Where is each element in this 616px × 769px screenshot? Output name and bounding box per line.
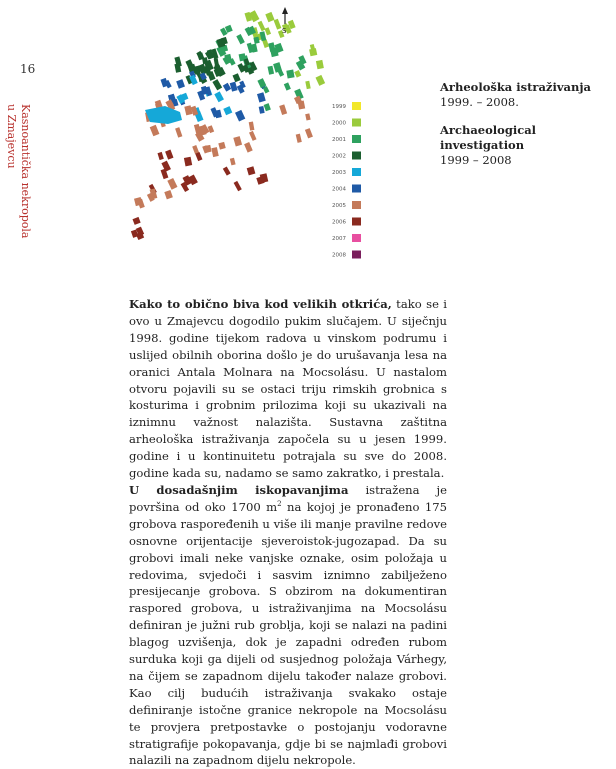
paragraph-2-text-a: istražena je površina od oko 1700 m — [129, 482, 447, 514]
grave-marker — [233, 136, 242, 146]
grave-marker — [265, 27, 272, 35]
caption-title-hr: Arheološka istraživanja — [440, 80, 591, 94]
grave-marker — [264, 103, 271, 111]
legend-year-label: 2005 — [332, 203, 346, 209]
legend-swatch — [352, 234, 361, 242]
legend-swatch — [352, 185, 361, 193]
grave-marker — [218, 142, 225, 150]
grave-marker — [305, 113, 310, 120]
grave-marker — [316, 75, 326, 86]
grave-marker — [158, 152, 164, 160]
grave-marker — [223, 166, 231, 175]
cellar-area — [145, 106, 182, 124]
legend-year-label: 2002 — [332, 153, 346, 160]
grave-marker — [298, 101, 306, 110]
figure-caption — [440, 80, 616, 181]
grave-marker — [184, 105, 192, 115]
legend-year-label: 2003 — [332, 170, 346, 176]
grave-marker — [223, 83, 231, 92]
map-legend — [332, 102, 361, 259]
grave-marker — [244, 142, 253, 153]
legend-swatch — [352, 168, 361, 176]
grave-marker — [309, 48, 317, 56]
paragraph-1 — [129, 296, 447, 482]
grave-marker — [305, 81, 310, 89]
grave-marker — [167, 178, 177, 190]
grave-marker — [164, 190, 173, 199]
grave-marker — [258, 21, 266, 32]
grave-marker — [223, 106, 232, 115]
paragraph-1-lead: Kako to obično biva kod velikih otkrića, — [129, 297, 392, 311]
legend-swatch — [352, 102, 361, 110]
grave-markers — [131, 10, 325, 240]
grave-marker — [257, 92, 266, 102]
grave-marker — [265, 12, 274, 22]
grave-marker — [235, 110, 245, 122]
grave-marker — [175, 127, 182, 138]
grave-marker — [274, 19, 282, 30]
grave-marker — [133, 217, 141, 225]
grave-marker — [230, 82, 238, 92]
grave-marker — [294, 70, 301, 78]
superscript-2: 2 — [277, 500, 282, 509]
grave-marker — [195, 152, 202, 161]
grave-marker — [284, 82, 291, 90]
legend-swatch — [352, 135, 361, 143]
grave-marker — [165, 150, 173, 160]
north-label: S — [282, 27, 287, 35]
grave-marker — [230, 158, 236, 166]
legend-swatch — [352, 201, 361, 209]
body-text — [129, 296, 447, 769]
caption-years-hr: 1999. – 2008. — [440, 95, 519, 109]
paragraph-2 — [129, 482, 447, 769]
running-title — [4, 104, 44, 344]
caption-title-en: Archaeological investigation — [440, 123, 537, 152]
grave-marker — [212, 79, 222, 90]
paragraph-1-text: tako se i ovo u Zmajevcu dogodilo pukim slučajem. U siječnju 1998. godine tijekom radova u vinskom podrumu i uslijed obilnih oborina došlo je do urušavanja lesa na oranici Antala Molnara na Mocsolásu. U nastalom otvoru pojavili su se ostaci triju rimskih grobnica s kosturima i grobnim prilozima koji su ukazivali na iznimnu važnost nalazišta. Sustavna zaštitna arheološka istraživanja započela su u jesen 1999. godine i u kontinuitetu potrajala su sve do 2008. godine kada su, nadamo se samo zakratko, i prestala. — [129, 297, 447, 481]
grave-marker — [305, 128, 313, 138]
grave-marker — [316, 60, 324, 69]
excavation-site-plan — [120, 2, 370, 259]
paragraph-2-text-b: na kojoj je pronađeno 175 grobova raspoređenih u više ili manje pravilne redove osnovne orijentacije sjeveroistok-jugozapad. Da su grobovi imali neke vanjske oznake, osim položaja u redovima, svjedoči i sasvim iznimno zabilježeno presijecanje grobova. S obzirom na dokumentiran raspored grobova, u istraživanjima na Mocsolásu definiran je južni rub groblja, koji se nalazi na padini blagog uzvišenja, dok je zapadni određen rubom surduka koji ga dijeli od susjednog položaja Várhegy, na čijem se zapadnom dijelu također nalaze grobovi. Kao cilj budućih istraživanja svakako ostaje definiranje istočne granice nekropole na Mocsolásu te provjera pretpostavke o postojanju vodoravne stratigrafije pokopavanja, gdje bi se najmlađi grobovi nalazili na zapadnom dijelu nekropole. — [129, 499, 447, 768]
legend-year-label: 2001 — [332, 137, 346, 143]
legend-year-label: 2007 — [332, 236, 346, 242]
grave-marker — [247, 166, 256, 175]
legend-swatch — [352, 152, 361, 160]
grave-marker — [214, 91, 224, 102]
grave-marker — [233, 73, 241, 82]
grave-marker — [259, 106, 265, 114]
legend-year-label: 2008 — [332, 252, 346, 259]
grave-marker — [279, 104, 287, 115]
running-title-text: Kasnoantička nekropola u Zmajevcu — [5, 104, 32, 239]
caption-years-en: 1999 – 2008 — [440, 153, 512, 167]
grave-marker — [249, 131, 257, 141]
grave-marker — [296, 134, 302, 143]
grave-marker — [214, 58, 220, 68]
legend-year-label: 2004 — [332, 186, 346, 193]
legend-swatch — [352, 218, 361, 226]
grave-marker — [249, 121, 255, 130]
legend-year-label: 2000 — [332, 120, 346, 127]
legend-year-label: 1999 — [332, 104, 346, 110]
grave-marker — [134, 197, 142, 206]
legend-swatch — [352, 119, 361, 127]
paragraph-2-lead: U dosadašnjim iskopavanjima — [129, 482, 349, 497]
grave-marker — [176, 79, 185, 89]
grave-marker — [236, 34, 245, 44]
grave-marker — [150, 125, 160, 137]
grave-marker — [234, 181, 242, 191]
grave-marker — [211, 147, 218, 157]
grave-marker — [184, 157, 192, 167]
grave-marker — [268, 66, 275, 75]
legend-year-label: 2006 — [332, 219, 346, 226]
grave-marker — [286, 69, 294, 78]
page-number: 16 — [20, 62, 36, 76]
legend-swatch — [352, 251, 361, 259]
